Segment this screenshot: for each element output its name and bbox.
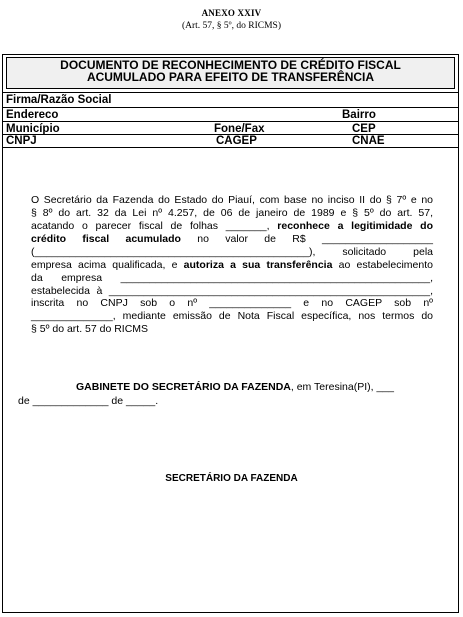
body-line: § 5º do art. 57 do RICMS xyxy=(31,323,149,335)
body-line xyxy=(31,220,433,232)
field-fone-label: Fone/Fax xyxy=(214,123,265,135)
divider xyxy=(3,107,458,108)
body-line xyxy=(31,259,433,271)
field-bairro-label: Bairro xyxy=(342,109,376,121)
body-text: ao estabelecimento xyxy=(332,259,433,271)
body-line xyxy=(31,233,433,245)
divider xyxy=(3,147,458,148)
closing-block xyxy=(18,380,433,408)
gabinete-label: GABINETE DO SECRETÁRIO DA FAZENDA xyxy=(76,381,291,393)
field-cep-label: CEP xyxy=(352,123,376,135)
body-text: empresa acima qualificada, e xyxy=(31,259,184,271)
field-cnpj-label: CNPJ xyxy=(6,135,37,147)
form-title-line1: DOCUMENTO DE RECONHECIMENTO DE CRÉDITO FISCAL xyxy=(60,58,401,72)
body-text: no valor de R$ ___________________ xyxy=(180,233,433,245)
divider xyxy=(3,92,458,93)
body-line: estabelecida à _______________________________________________________, xyxy=(31,285,433,297)
body-text-bold: autoriza a sua transferência xyxy=(183,259,333,271)
signature-label: SECRETÁRIO DA FAZENDA xyxy=(165,473,298,484)
divider xyxy=(3,121,458,122)
field-cnae-label: CNAE xyxy=(352,135,385,147)
annex-title: ANEXO XXIV xyxy=(201,8,262,18)
closing-date-line: de _____________ de _____. xyxy=(18,395,159,407)
form-title-line2: ACUMULADO PARA EFEITO DE TRANSFERÊNCIA xyxy=(86,70,375,84)
body-line: (_______________________________________________), solicitado pela xyxy=(31,246,433,258)
body-text-bold: reconhece a legitimidade do xyxy=(277,220,433,232)
body-line: § 8º do art. 32 da Lei nº 4.257, de 06 de janeiro de 1989 e § 5º do art. 57, xyxy=(31,207,433,219)
body-text-bold: crédito fiscal acumulado xyxy=(31,233,181,245)
body-line: ______________, mediante emissão de Nota Fiscal específica, nos termos do xyxy=(31,310,433,322)
field-endereco-label: Endereco xyxy=(6,109,59,121)
closing-line xyxy=(18,380,433,394)
body-line: O Secretário da Fazenda do Estado do Piauí, com base no inciso II do § 7º e no xyxy=(31,194,433,206)
field-firma-label: Firma/Razão Social xyxy=(6,94,112,106)
field-municipio-label: Município xyxy=(6,123,60,135)
body-line: da empresa _____________________________________________________, xyxy=(31,272,433,284)
body-line: inscrita no CNPJ sob o nº ______________ e no CAGEP sob nº xyxy=(31,297,433,309)
closing-text: , em Teresina(PI), ___ xyxy=(290,381,394,393)
field-cagep-label: CAGEP xyxy=(216,135,257,147)
body-text: acatando o parecer fiscal de folhas _______, xyxy=(31,220,278,232)
annex-subtitle: (Art. 57, § 5º, do RICMS) xyxy=(181,21,281,31)
